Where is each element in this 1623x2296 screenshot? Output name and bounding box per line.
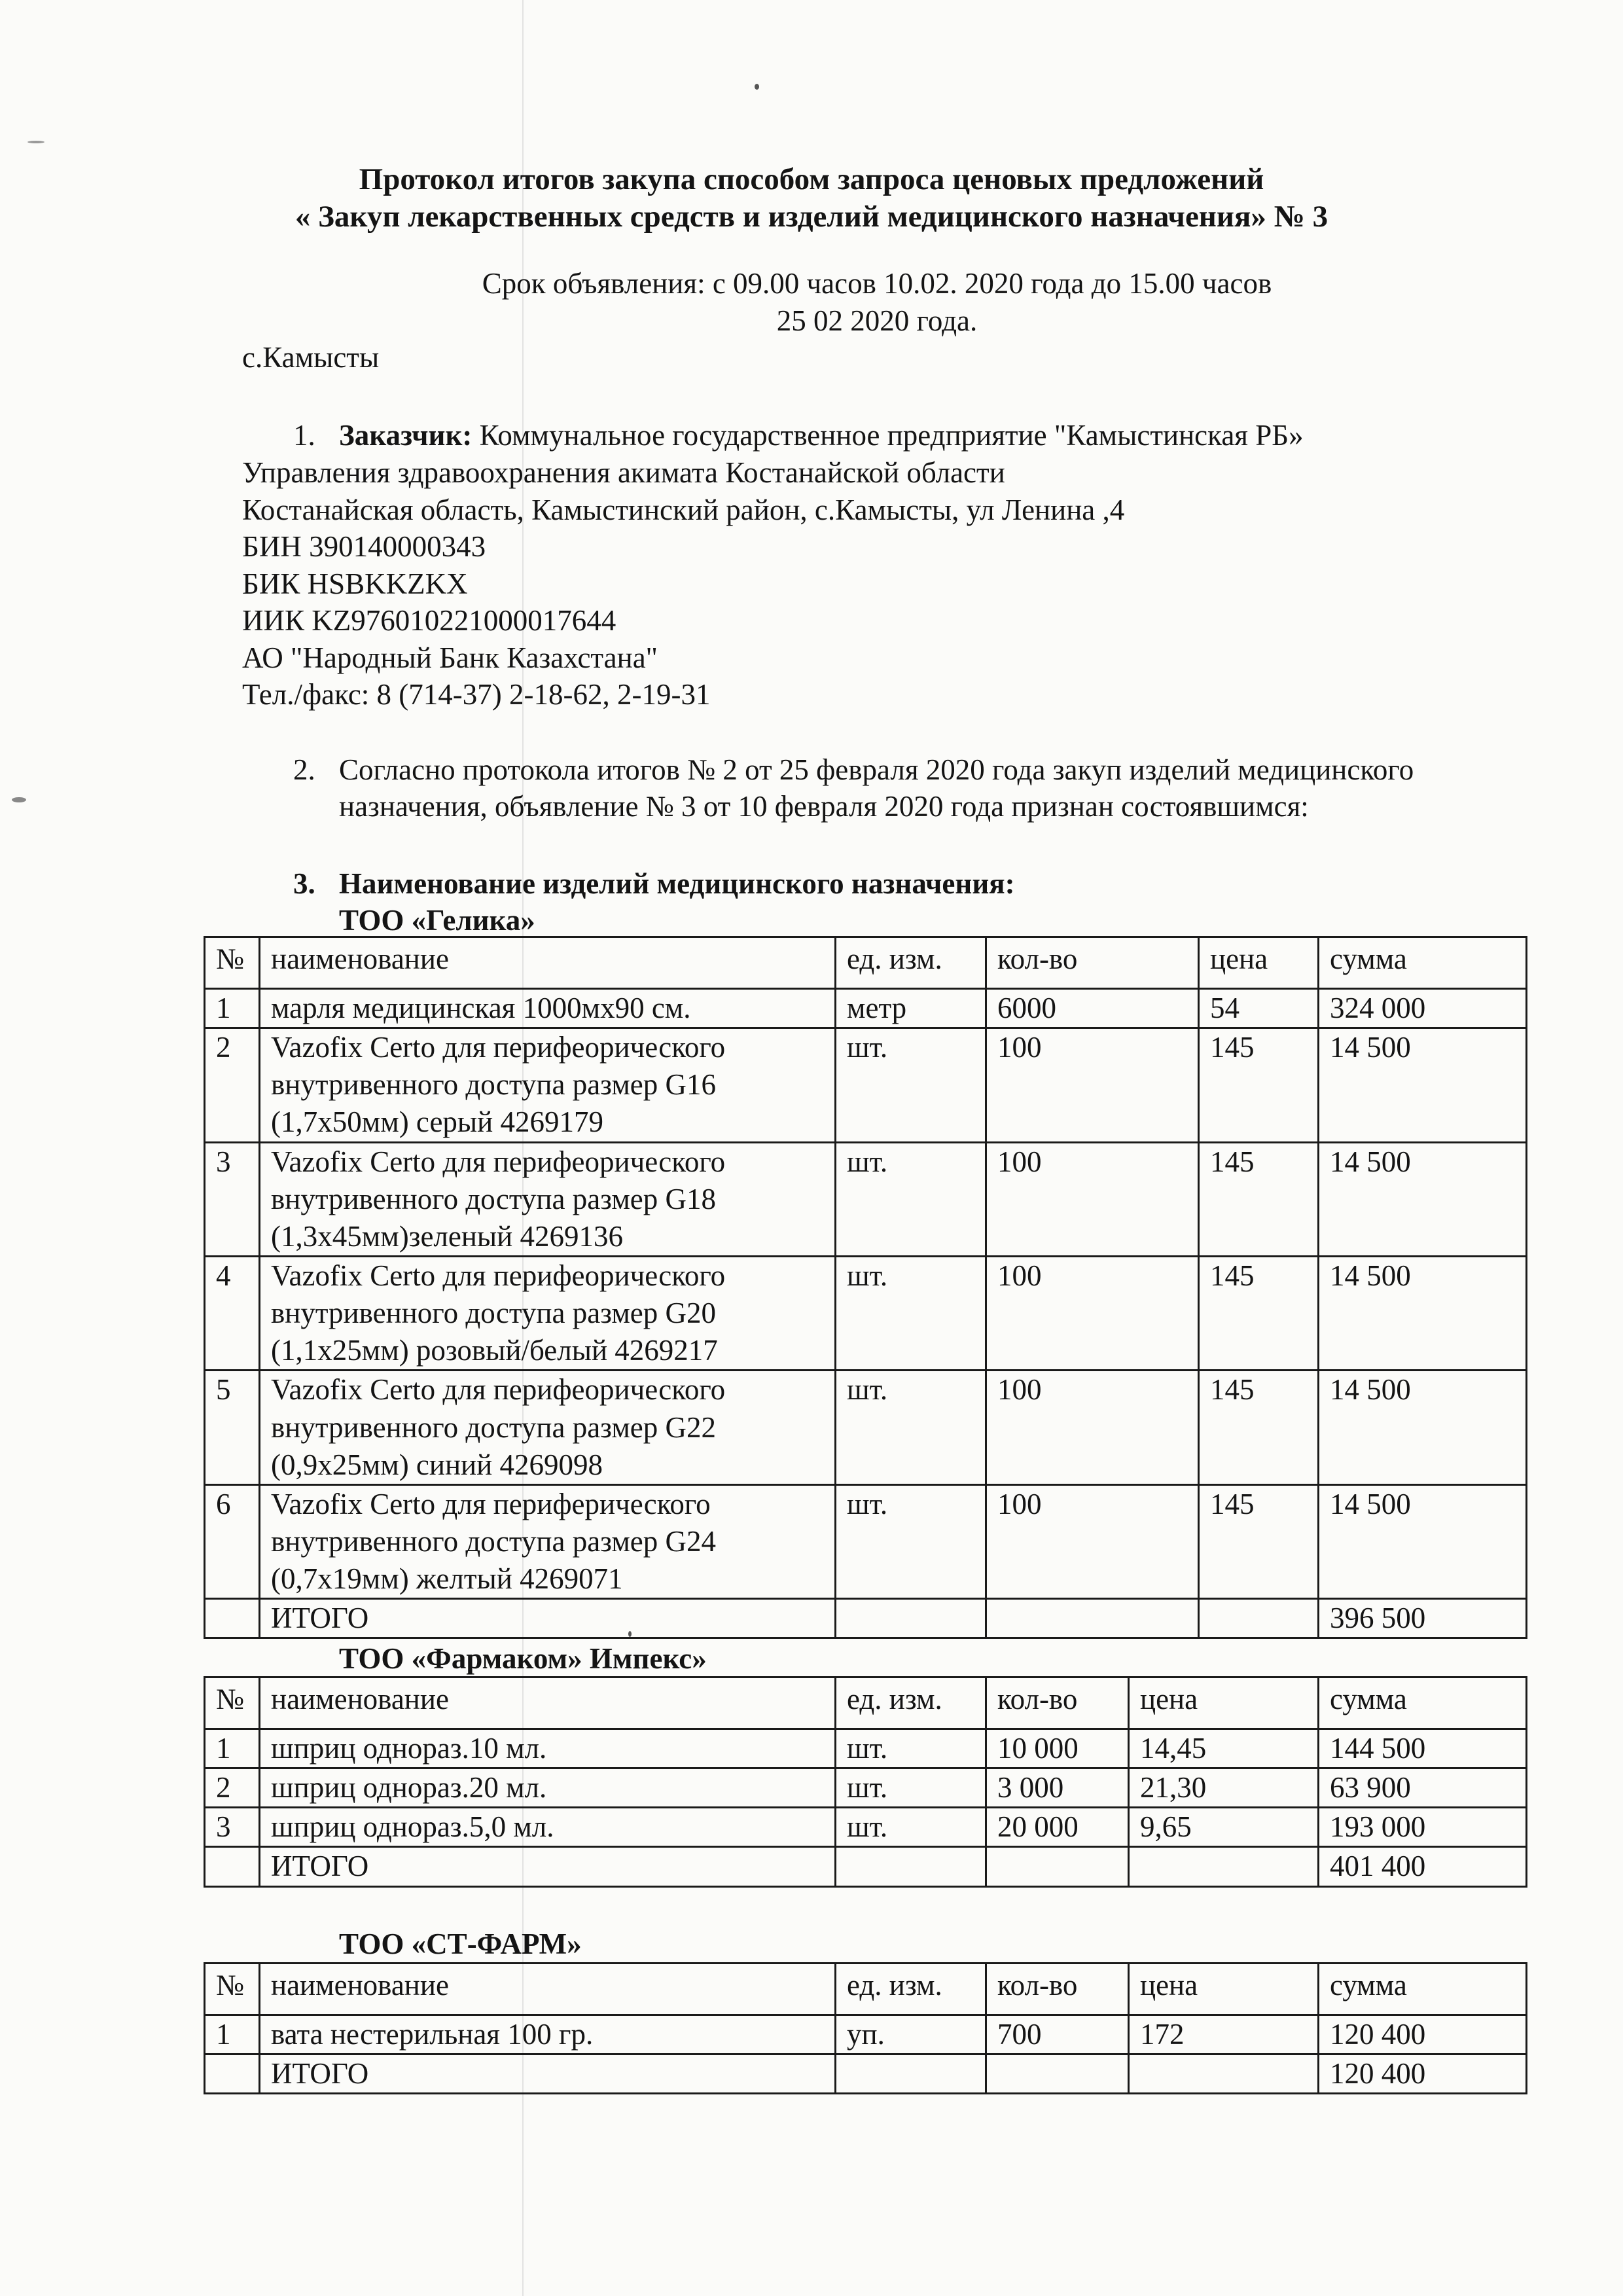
table-row — [205, 1142, 1527, 1256]
scan-speck — [12, 797, 26, 802]
table-row — [205, 1028, 1527, 1142]
row-price: 172 — [1129, 2015, 1319, 2054]
customer-detail-line: БИН 390140000343 — [242, 530, 486, 563]
empty-cell — [836, 2054, 986, 2094]
row-quantity: 20 000 — [986, 1808, 1129, 1847]
customer-detail-line: АО "Народный Банк Казахстана" — [242, 641, 658, 674]
table-row — [205, 1371, 1527, 1484]
header-number: № — [205, 937, 260, 989]
row-sum: 144 500 — [1319, 1729, 1527, 1768]
row-number: 1 — [205, 2015, 260, 2054]
header-sum: сумма — [1319, 1964, 1527, 2015]
row-name: шприц однораз.20 мл. — [260, 1768, 836, 1808]
total-sum: 401 400 — [1319, 1847, 1527, 1886]
row-unit: шт. — [836, 1371, 986, 1484]
customer-detail-line: ИИК KZ976010221000017644 — [242, 604, 616, 637]
row-quantity: 10 000 — [986, 1729, 1129, 1768]
row-unit: метр — [836, 989, 986, 1028]
total-label: ИТОГО — [260, 1847, 836, 1886]
empty-cell — [986, 1599, 1199, 1638]
header-quantity: кол-во — [986, 937, 1199, 989]
total-sum: 396 500 — [1319, 1599, 1527, 1638]
empty-cell — [205, 1847, 260, 1886]
table-row — [205, 2015, 1527, 2054]
row-number: 3 — [205, 1142, 260, 1256]
row-price: 145 — [1199, 1484, 1319, 1598]
row-unit: шт. — [836, 1142, 986, 1256]
header-sum: сумма — [1319, 937, 1527, 989]
row-price: 145 — [1199, 1256, 1319, 1370]
row-name: Vazofix Certo для перифеорического внутривенного доступа размер G22 (0,9х25мм) синий 4269098 — [260, 1371, 836, 1484]
empty-cell — [986, 1847, 1129, 1886]
empty-cell — [836, 1599, 986, 1638]
row-name: вата нестерильная 100 гр. — [260, 2015, 836, 2054]
row-sum: 14 500 — [1319, 1028, 1527, 1142]
table-row — [205, 1729, 1527, 1768]
row-number: 1 — [205, 989, 260, 1028]
header-price: цена — [1199, 937, 1319, 989]
customer-detail-line: Управления здравоохранения акимата Костанайской области — [242, 456, 1005, 489]
scan-speck — [755, 84, 759, 90]
total-sum: 120 400 — [1319, 2054, 1527, 2094]
deadline-line1: Срок объявления: с 09.00 часов 10.02. 2020 года до 15.00 часов — [482, 267, 1272, 300]
table-header-row — [205, 937, 1527, 989]
row-price: 14,45 — [1129, 1729, 1319, 1768]
row-sum: 324 000 — [1319, 989, 1527, 1028]
row-unit: шт. — [836, 1484, 986, 1598]
header-name: наименование — [260, 937, 836, 989]
row-unit: шт. — [836, 1256, 986, 1370]
row-name: Vazofix Certo для перифеорического внутривенного доступа размер G16 (1,7х50мм) серый 4269179 — [260, 1028, 836, 1142]
customer-detail-line: Костанайская область, Камыстинский район, с.Камысты, ул Ленина ,4 — [242, 493, 1125, 526]
row-price: 145 — [1199, 1028, 1319, 1142]
row-quantity: 700 — [986, 2015, 1129, 2054]
empty-cell — [986, 2054, 1129, 2094]
header-name: наименование — [260, 1677, 836, 1729]
row-price: 145 — [1199, 1142, 1319, 1256]
total-label: ИТОГО — [260, 1599, 836, 1638]
item3-number: 3. — [293, 867, 315, 900]
header-unit: ед. изм. — [836, 1677, 986, 1729]
header-number: № — [205, 1964, 260, 2015]
header-unit: ед. изм. — [836, 1964, 986, 2015]
table-total-row — [205, 1599, 1527, 1638]
table-row — [205, 1256, 1527, 1370]
customer-heading — [339, 417, 1304, 454]
row-quantity: 100 — [986, 1028, 1199, 1142]
supplier-name: ТОО «СТ-ФАРМ» — [339, 1928, 582, 1960]
header-price: цена — [1129, 1677, 1319, 1729]
header-name: наименование — [260, 1964, 836, 2015]
customer-number: 1. — [293, 419, 315, 452]
row-sum: 14 500 — [1319, 1484, 1527, 1598]
empty-cell — [836, 1847, 986, 1886]
table-row — [205, 1808, 1527, 1847]
supplier-table — [204, 1676, 1527, 1888]
row-sum: 63 900 — [1319, 1768, 1527, 1808]
table-row — [205, 1484, 1527, 1598]
supplier-table — [204, 936, 1527, 1639]
row-sum: 120 400 — [1319, 2015, 1527, 2054]
table-row — [205, 989, 1527, 1028]
item2-number: 2. — [293, 753, 315, 786]
table-header-row — [205, 1964, 1527, 2015]
empty-cell — [1199, 1599, 1319, 1638]
header-sum: сумма — [1319, 1677, 1527, 1729]
header-number: № — [205, 1677, 260, 1729]
row-number: 2 — [205, 1768, 260, 1808]
item2-text: Согласно протокола итогов № 2 от 25 февраля 2020 года закуп изделий медицинского назначения, объявление № 3 от 10 февраля 2020 года признан состоявшимся: — [339, 753, 1414, 823]
customer-label: Заказчик: — [339, 419, 473, 452]
deadline-line2: 25 02 2020 года. — [776, 304, 978, 337]
row-name: Vazofix Certo для перифеорического внутривенного доступа размер G20 (1,1х25мм) розовый/белый 4269217 — [260, 1256, 836, 1370]
row-number: 3 — [205, 1808, 260, 1847]
row-quantity: 100 — [986, 1371, 1199, 1484]
empty-cell — [1129, 2054, 1319, 2094]
header-unit: ед. изм. — [836, 937, 986, 989]
row-name: шприц однораз.10 мл. — [260, 1729, 836, 1768]
supplier-name: ТОО «Гелика» — [339, 904, 535, 937]
header-quantity: кол-во — [986, 1964, 1129, 2015]
supplier-name: ТОО «Фармаком» Импекс» — [339, 1642, 707, 1675]
customer-detail-line: Тел./факс: 8 (714-37) 2-18-62, 2-19-31 — [242, 678, 711, 711]
document-title-line2: « Закуп лекарственных средств и изделий медицинского назначения» № 3 — [294, 200, 1329, 234]
row-unit: уп. — [836, 2015, 986, 2054]
row-number: 1 — [205, 1729, 260, 1768]
row-unit: шт. — [836, 1729, 986, 1768]
customer-details — [242, 454, 1124, 713]
table-total-row — [205, 1847, 1527, 1886]
row-price: 9,65 — [1129, 1808, 1319, 1847]
scan-speck — [27, 141, 45, 143]
document-title-line1: Протокол итогов закупа способом запроса ценовых предложений — [359, 162, 1264, 196]
row-sum: 14 500 — [1319, 1256, 1527, 1370]
row-name: марля медицинская 1000мх90 см. — [260, 989, 836, 1028]
row-number: 6 — [205, 1484, 260, 1598]
total-label: ИТОГО — [260, 2054, 836, 2094]
customer-detail-line: БИК HSBKKZKX — [242, 567, 468, 600]
supplier-table — [204, 1962, 1527, 2094]
row-name: Vazofix Certo для периферического внутривенного доступа размер G24 (0,7х19мм) желтый 4269071 — [260, 1484, 836, 1598]
row-name: шприц однораз.5,0 мл. — [260, 1808, 836, 1847]
customer-name: Коммунальное государственное предприятие "Камыстинская РБ» — [479, 419, 1304, 452]
table-header-row — [205, 1677, 1527, 1729]
row-number: 2 — [205, 1028, 260, 1142]
row-quantity: 100 — [986, 1484, 1199, 1598]
row-number: 5 — [205, 1371, 260, 1484]
row-price: 21,30 — [1129, 1768, 1319, 1808]
empty-cell — [1129, 1847, 1319, 1886]
table-total-row — [205, 2054, 1527, 2094]
row-sum: 14 500 — [1319, 1142, 1527, 1256]
empty-cell — [205, 2054, 260, 2094]
row-price: 54 — [1199, 989, 1319, 1028]
row-unit: шт. — [836, 1808, 986, 1847]
row-sum: 193 000 — [1319, 1808, 1527, 1847]
table-row — [205, 1768, 1527, 1808]
item3-text: Наименование изделий медицинского назначения: — [339, 867, 1015, 900]
row-number: 4 — [205, 1256, 260, 1370]
row-unit: шт. — [836, 1028, 986, 1142]
place-label: с.Камысты — [242, 341, 380, 374]
row-quantity: 6000 — [986, 989, 1199, 1028]
row-quantity: 3 000 — [986, 1768, 1129, 1808]
row-name: Vazofix Certo для перифеорического внутривенного доступа размер G18 (1,3х45мм)зеленый 4269136 — [260, 1142, 836, 1256]
row-quantity: 100 — [986, 1142, 1199, 1256]
empty-cell — [205, 1599, 260, 1638]
row-price: 145 — [1199, 1371, 1319, 1484]
row-quantity: 100 — [986, 1256, 1199, 1370]
header-quantity: кол-во — [986, 1677, 1129, 1729]
row-unit: шт. — [836, 1768, 986, 1808]
header-price: цена — [1129, 1964, 1319, 2015]
row-sum: 14 500 — [1319, 1371, 1527, 1484]
